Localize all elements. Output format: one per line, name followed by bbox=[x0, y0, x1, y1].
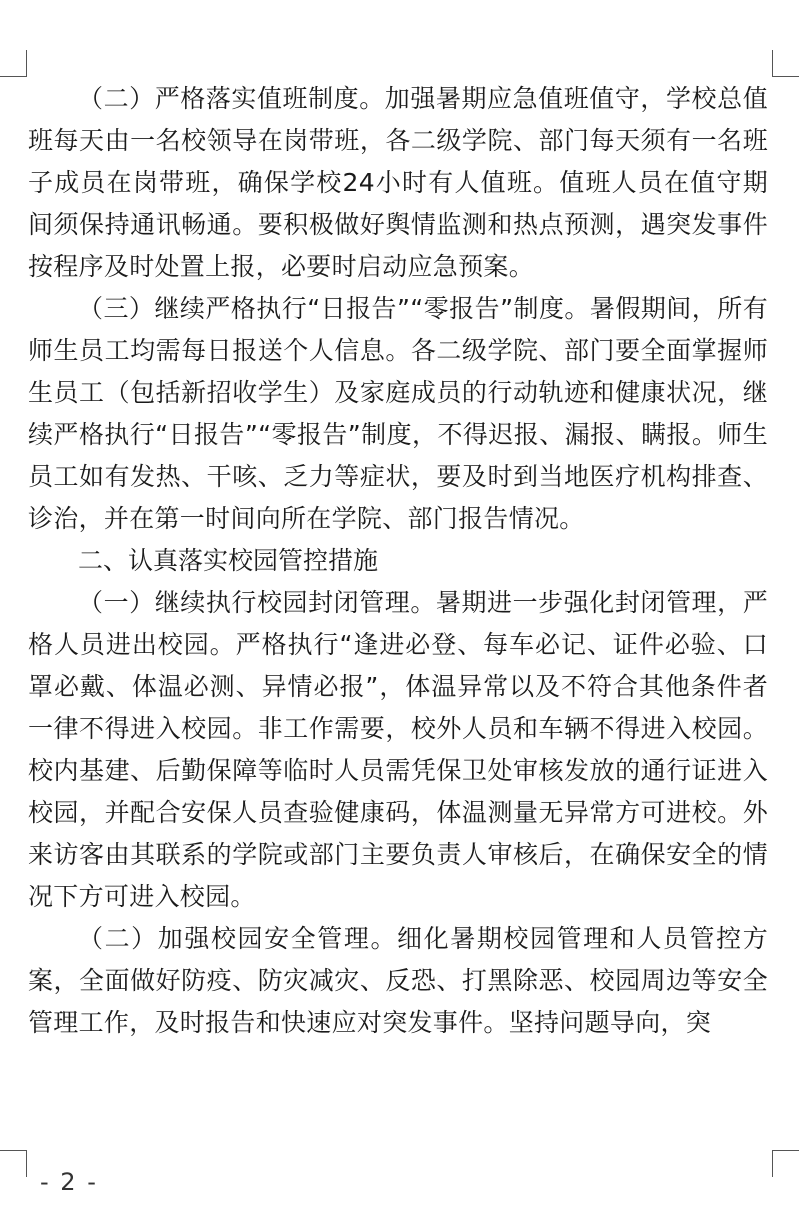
paragraph-duty-system: （二）严格落实值班制度。加强暑期应急值班值守，学校总值班每天由一名校领导在岗带班，各二级学院、部门每天须有一名班子成员在岗带班，确保学校24小时有人值班。值班人员在值守期间须保持通讯畅通。要积极做好舆情监测和热点预测，遇突发事件按程序及时处置上报，必要时启动应急预案。 bbox=[28, 84, 768, 281]
document-body bbox=[28, 78, 768, 1044]
crop-mark-top-right bbox=[772, 50, 799, 77]
paragraph-safety-management: （二）加强校园安全管理。细化暑期校园管理和人员管控方案，全面做好防疫、防灾减灾、反恐、打黑除恶、校园周边等安全管理工作，及时报告和快速应对突发事件。坚持问题导向，突 bbox=[28, 924, 768, 1037]
paragraph-daily-report: （三）继续严格执行“日报告”“零报告”制度。暑假期间，所有师生员工均需每日报送个人信息。各二级学院、部门要全面掌握师生员工（包括新招收学生）及家庭成员的行动轨迹和健康状况，继续严格执行“日报告”“零报告”制度，不得迟报、漏报、瞒报。师生员工如有发热、干咳、乏力等症状，要及时到当地医疗机构排查、诊治，并在第一时间向所在学院、部门报告情况。 bbox=[28, 294, 768, 533]
section-heading-campus-control: 二、认真落实校园管控措施 bbox=[78, 546, 379, 575]
crop-mark-top-left bbox=[0, 50, 27, 77]
paragraph-closed-management: （一）继续执行校园封闭管理。暑期进一步强化封闭管理，严格人员进出校园。严格执行“逢进必登、每车必记、证件必验、口罩必戴、体温必测、异情必报”，体温异常以及不符合其他条件者一律不得进入校园。非工作需要，校外人员和车辆不得进入校园。校内基建、后勤保障等临时人员需凭保卫处审核发放的通行证进入校园，并配合安保人员查验健康码，体温测量无异常方可进校。外来访客由其联系的学院或部门主要负责人审核后，在确保安全的情况下方可进入校园。 bbox=[28, 588, 768, 911]
crop-mark-bottom-left bbox=[0, 1150, 27, 1177]
page-number: - 2 - bbox=[40, 1168, 98, 1196]
crop-mark-bottom-right bbox=[772, 1150, 799, 1177]
